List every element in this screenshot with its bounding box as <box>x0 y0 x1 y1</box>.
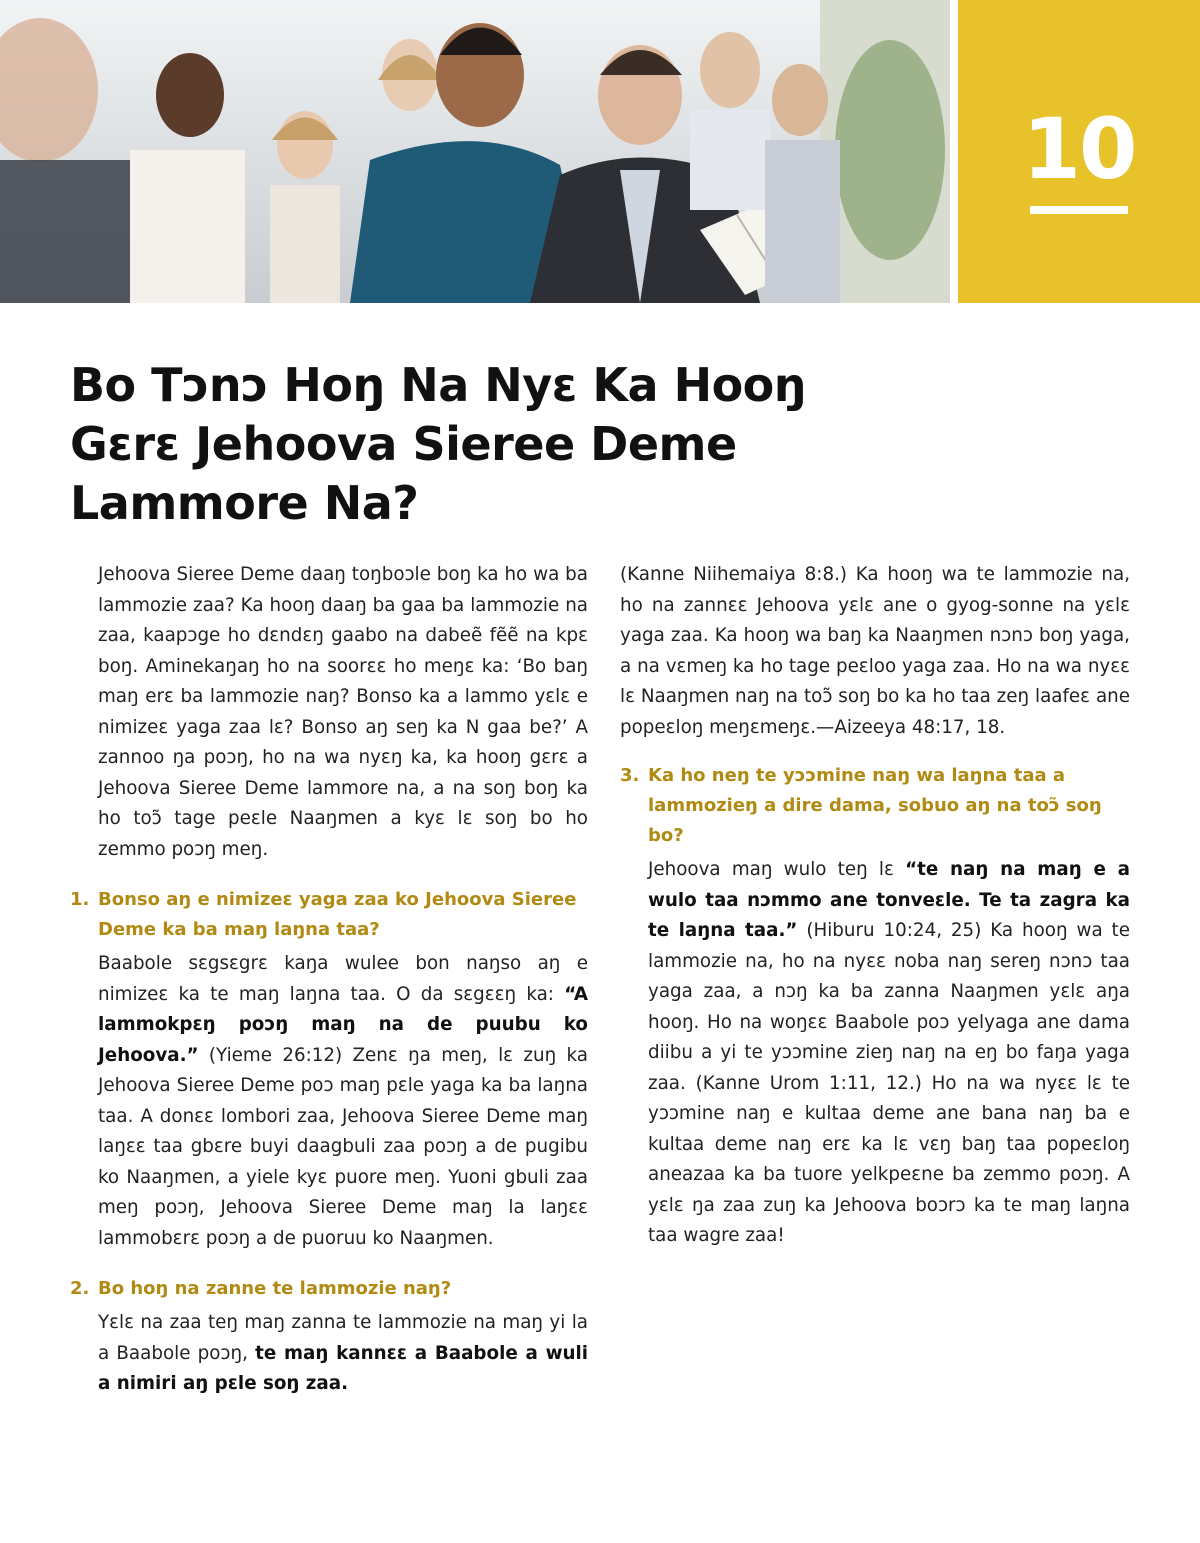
meeting-illustration <box>0 0 950 303</box>
answer-1-text-b: (Yieme 26:12) Zenɛ ŋa meŋ, lɛ zuŋ ka Jehoova Sieree Deme poɔ maŋ pɛle yaga ka ba laŋna taa. A donɛɛ lombori zaa, Jehoova Sieree Deme maŋ laŋɛɛ taa gbɛre buyi daagbuli zaa poɔŋ a de pugibu ko Naaŋmen, a yiele kyɛ puore meŋ. Yuoni gbuli zaa meŋ poɔŋ, Jehoova Sieree Deme maŋ la laŋɛɛ lammobɛrɛ poɔŋ a de puoruu ko Naaŋmen. <box>98 1044 589 1249</box>
answer-3-text-b: (Hiburu 10:24, 25) Ka hooŋ wa te lammozie na, ho na nyɛɛ noba naŋ sereŋ nɔnɔ taa yaga zaa, a nɔŋ ka ba zanna Naaŋmen yɛlɛ aŋa hooŋ. Ho na woŋɛɛ Baabole poɔ yelyaga ane dama diibu a yi te yɔɔmine zieŋ naŋ na eŋ bo faŋa yaga zaa. (Kanne Urom 1:11, 12.) Ho na wa nyɛɛ lɛ te yɔɔmine naŋ e kultaa deme ane bana naŋ ba e kultaa deme naŋ erɛ ka lɛ vɛŋ baŋ taa popeɛloŋ aneazaa ka ba tuore yelkpeɛne ba zemmo poɔŋ. A yɛlɛ ŋa zaa zuŋ ka Jehoova boɔrɔ ka te maŋ laŋna taa wagre zaa! <box>648 920 1130 1246</box>
answer-1-text-a: Baabole sɛgsɛgrɛ kaŋa wulee bon naŋso aŋ e nimizeɛ ka te maŋ laŋna taa. O da sɛgɛɛŋ ka: <box>98 953 588 1005</box>
answer-3-text-a: Jehoova maŋ wulo teŋ lɛ <box>648 859 894 880</box>
answer-1-paragraph <box>70 949 588 1254</box>
answer-2-text-b: (Kanne Niihemaiya 8:8.) Ka hooŋ wa te lammozie na, ho na zannɛɛ Jehoova yɛlɛ ane o gyog-sonne na yɛlɛ yaga zaa. Ka hooŋ wa baŋ ka Naaŋmen nɔnɔ boŋ yaga, a na vɛmeŋ ka ho tage peɛloo yaga zaa. Ho na wa nyɛɛ lɛ Naaŋmen naŋ na toɔ̃ soŋ bo ka ho taa zeŋ laafeɛ ane popeɛloŋ meŋɛmeŋɛ.—Aizeeya 48:17, 18. <box>620 564 1130 738</box>
title-line-2: Gɛrɛ Jehoova Sieree Deme <box>70 417 737 471</box>
question-2-number: 2. <box>70 1278 90 1299</box>
title-line-3: Lammore Na? <box>70 476 419 530</box>
header-photo <box>0 0 950 303</box>
answer-2-text-a: Yɛlɛ na zaa teŋ maŋ zanna te lammozie na maŋ yi la a Baabole poɔŋ, <box>98 1312 588 1364</box>
question-2 <box>70 1274 588 1304</box>
right-column <box>620 560 1130 1252</box>
lesson-number-underline <box>1030 206 1128 214</box>
lesson-title <box>70 356 870 533</box>
question-3 <box>620 761 1130 851</box>
answer-2-paragraph-cont <box>620 560 1130 743</box>
question-1-text: Bonso aŋ e nimizeɛ yaga zaa ko Jehoova Sieree Deme ka ba maŋ laŋna taa? <box>98 889 577 940</box>
answer-1-quote: “A lammokpɛŋ poɔŋ maŋ na de puubu ko Jehoova.” <box>98 983 588 1066</box>
answer-2-paragraph-start <box>70 1308 588 1400</box>
question-1-number: 1. <box>70 889 90 910</box>
title-line-1: Bo Tɔnɔ Hoŋ Na Nyɛ Ka Hooŋ <box>70 358 807 412</box>
lesson-badge <box>958 0 1200 303</box>
answer-3-paragraph <box>620 855 1130 1252</box>
left-column <box>70 560 588 1400</box>
answer-2-emphasis: te maŋ kannɛɛ a Baabole a wuli a nimiri aŋ pɛle soŋ zaa. <box>98 1342 589 1394</box>
question-3-text: Ka ho neŋ te yɔɔmine naŋ wa laŋna taa a lammozieŋ a dire dama, sobuo aŋ na toɔ̃ soŋ bo? <box>648 765 1102 846</box>
question-2-text: Bo hoŋ na zanne te lammozie naŋ? <box>98 1278 452 1299</box>
question-3-number: 3. <box>620 765 640 786</box>
intro-paragraph: Jehoova Sieree Deme daaŋ toŋboɔle boŋ ka ho wa ba lammozie zaa? Ka hooŋ daaŋ ba gaa ba lammozie na zaa, kaapɔge ho dɛndɛŋ gaabo na dabeẽ fẽẽ na kpɛ boŋ. Aminekaŋaŋ ho na soorɛɛ ho meŋɛ ka: ‘Bo baŋ maŋ erɛ ba lammozie naŋ? Bonso ka a lammo yɛlɛ e nimizeɛ yaga zaa lɛ? Bonso aŋ seŋ ka N gaa be?’ A zannoo ŋa poɔŋ, ho na wa nyɛŋ ka, ka hooŋ gɛrɛ a Jehoova Sieree Deme lammore na, a na soŋ boŋ ka ho toɔ̃ tage peɛle Naaŋmen a kyɛ lɛ soŋ bo ho zemmo poɔŋ meŋ. <box>98 564 588 860</box>
lesson-number: 10 <box>1022 100 1136 198</box>
answer-3-quote: “te naŋ na maŋ e a wulo taa nɔmmo ane tonveɛle. Te ta zagra ka te laŋna taa.” <box>648 859 1130 941</box>
question-1 <box>70 885 588 945</box>
